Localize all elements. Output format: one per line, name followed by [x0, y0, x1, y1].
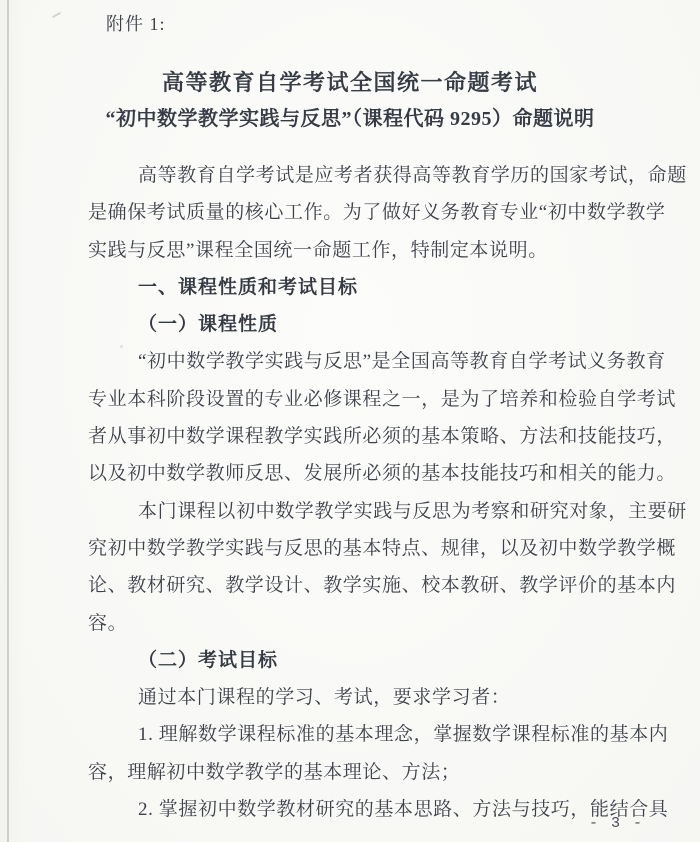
attachment-label: 附件 1: — [106, 14, 166, 34]
body-line-6: “初中数学教学实践与反思”是全国高等教育自学考试义务教育 — [138, 351, 666, 373]
document-title-line1: 高等教育自学考试全国统一命题考试 — [161, 70, 538, 95]
body-line-2: 是确保考试质量的核心工作。为了做好义务教育专业“初中数学教学 — [88, 202, 666, 224]
body-line-10: 本门课程以初中数学教学实践与反思为考察和研究对象，主要研 — [138, 500, 687, 522]
body-line-1: 高等教育自学考试是应考者获得高等教育学历的国家考试，命题 — [138, 165, 687, 186]
scan-speck — [52, 12, 61, 18]
body-line-7: 专业本科阶段设置的专业必修课程之一，是为了培养和检验自学考试 — [88, 388, 677, 410]
body-line-16: 1. 理解数学课程标准的基本理念，掌握数学课程标准的基本内 — [138, 724, 669, 746]
body-line-12: 论、教材研究、教学设计、教学实施、校本教研、教学评价的基本内 — [88, 575, 677, 597]
section-heading-1: 一、课程性质和考试目标 — [138, 276, 359, 298]
body-line-3: 实践与反思”课程全国统一命题工作，特制定本说明。 — [88, 239, 548, 261]
page-number: - 3 - — [588, 815, 644, 832]
body-line-8: 者从事初中数学课程教学实践所必须的基本策略、方法和技能技巧， — [88, 426, 677, 448]
body-line-13: 容。 — [88, 612, 128, 634]
body-line-15: 通过本门课程的学习、考试，要求学习者： — [138, 687, 511, 709]
body-line-18: 2. 掌握初中数学教材研究的基本思路、方法与技巧，能结合具 — [138, 799, 669, 821]
subsection-heading-1: （一）课程性质 — [138, 314, 279, 336]
body-line-9: 以及初中数学教师反思、发展所必须的基本技能技巧和相关的能力。 — [88, 463, 677, 485]
body-line-11: 究初中数学教学实践与反思的基本特点、规律，以及初中数学教学概 — [88, 537, 677, 559]
document-title-line2: “初中数学教学实践与反思”（课程代码 9295）命题说明 — [105, 108, 595, 130]
document-body — [88, 157, 687, 828]
body-line-17: 容，理解初中数学教学的基本理论、方法； — [88, 761, 461, 783]
subsection-heading-2: （二）考试目标 — [138, 649, 279, 671]
